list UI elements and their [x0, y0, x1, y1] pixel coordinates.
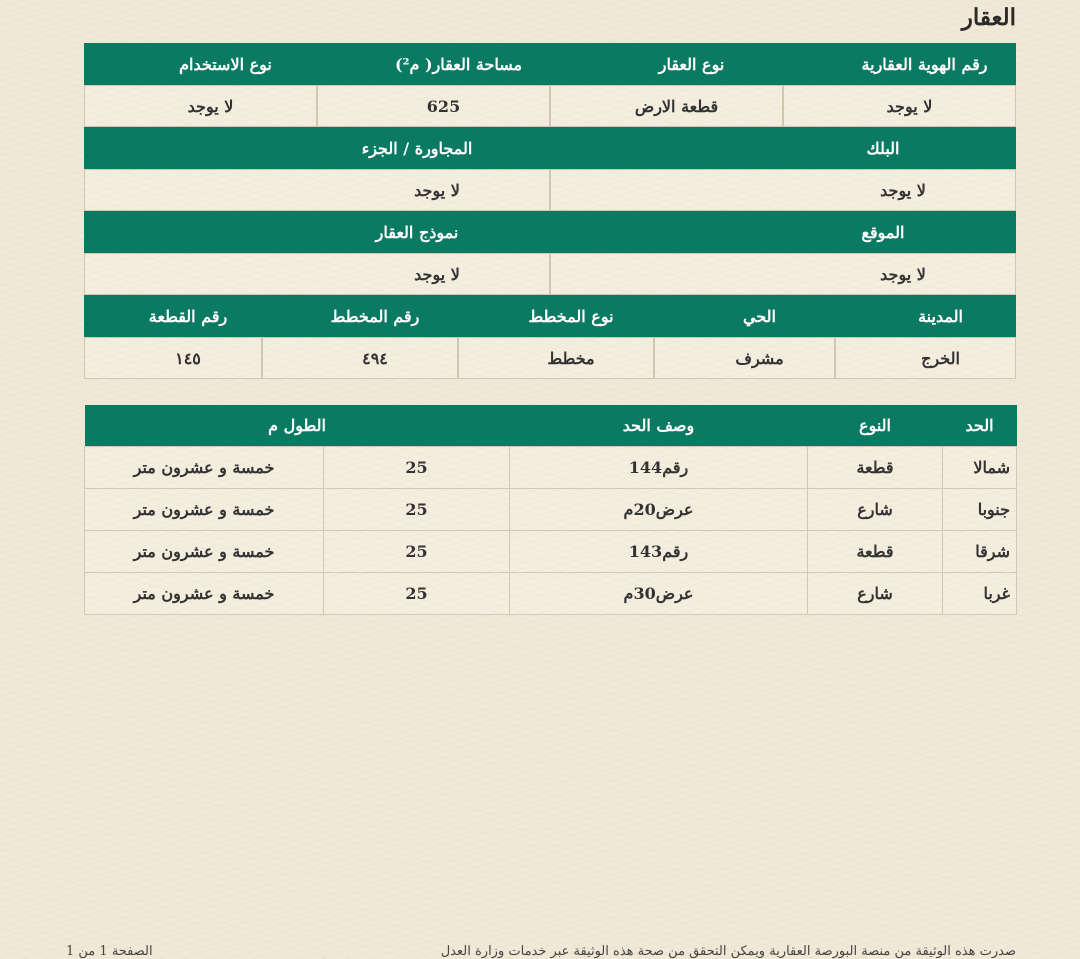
value-neighborhood-part: لا يوجد: [84, 169, 550, 211]
header-plan-number: رقم المخطط: [262, 295, 458, 337]
boundary-length-text: خمسة و عشرون متر: [85, 573, 324, 615]
header-plot-number: رقم القطعة: [84, 295, 262, 337]
boundary-length: 25: [324, 447, 510, 489]
value-plot-number: ١٤٥: [84, 337, 262, 379]
header-location: الموقع: [550, 211, 1016, 253]
boundary-description: رقم144: [510, 447, 808, 489]
boundary-description: عرض20م: [510, 489, 808, 531]
header-district: الحي: [654, 295, 835, 337]
property-info-table: [84, 43, 1016, 127]
boundary-description: رقم143: [510, 531, 808, 573]
table-row: [85, 573, 1017, 615]
boundaries-header-row: [85, 405, 1017, 447]
header-block: البلك: [550, 127, 1016, 169]
value-property-area: 625: [317, 85, 550, 127]
boundaries-table: [84, 405, 1017, 615]
boundary-length-text: خمسة و عشرون متر: [85, 531, 324, 573]
header-neighborhood-part: المجاورة / الجزء: [84, 127, 550, 169]
value-property-id: لا يوجد: [783, 85, 1016, 127]
value-city: الخرج: [835, 337, 1016, 379]
boundary-type: قطعة: [808, 531, 943, 573]
boundary-type: شارع: [808, 489, 943, 531]
boundary-length: 25: [324, 573, 510, 615]
boundary-type: قطعة: [808, 447, 943, 489]
boundary-length: 25: [324, 531, 510, 573]
value-usage-type: لا يوجد: [84, 85, 317, 127]
table-row: [85, 531, 1017, 573]
table-row: [85, 447, 1017, 489]
boundary-length-text: خمسة و عشرون متر: [85, 489, 324, 531]
block-info-table: [84, 127, 1016, 211]
footer-note: صدرت هذه الوثيقة من منصة البورصة العقارية ويمكن التحقق من صحة هذه الوثيقة عبر خدمات وزارة العدل: [440, 944, 1016, 959]
header-boundary-type: النوع: [808, 405, 943, 447]
header-boundary: الحد: [943, 405, 1017, 447]
header-plan-type: نوع المخطط: [458, 295, 654, 337]
value-block: لا يوجد: [550, 169, 1016, 211]
boundary-direction: جنوبا: [943, 489, 1017, 531]
value-property-model: لا يوجد: [84, 253, 550, 295]
header-property-model: نموذج العقار: [84, 211, 550, 253]
footer-page-number: الصفحة 1 من 1: [66, 944, 153, 959]
value-plan-number: ٤٩٤: [262, 337, 458, 379]
value-location: لا يوجد: [550, 253, 1016, 295]
value-property-type: قطعة الارض: [550, 85, 783, 127]
header-property-area: مساحة العقار( م²): [317, 43, 550, 85]
boundary-type: شارع: [808, 573, 943, 615]
boundary-direction: غربا: [943, 573, 1017, 615]
header-property-type: نوع العقار: [550, 43, 783, 85]
header-length: الطول م: [85, 405, 510, 447]
boundary-length: 25: [324, 489, 510, 531]
header-city: المدينة: [835, 295, 1016, 337]
header-property-id: رقم الهوية العقارية: [783, 43, 1016, 85]
boundary-description: عرض30م: [510, 573, 808, 615]
value-district: مشرف: [654, 337, 835, 379]
table-row: [85, 489, 1017, 531]
boundary-direction: شرقا: [943, 531, 1017, 573]
header-usage-type: نوع الاستخدام: [84, 43, 317, 85]
value-plan-type: مخطط: [458, 337, 654, 379]
section-title: العقار: [961, 4, 1016, 31]
boundary-length-text: خمسة و عشرون متر: [85, 447, 324, 489]
location-info-table: [84, 211, 1016, 295]
city-info-table: [84, 295, 1016, 379]
boundary-direction: شمالا: [943, 447, 1017, 489]
header-boundary-description: وصف الحد: [510, 405, 808, 447]
